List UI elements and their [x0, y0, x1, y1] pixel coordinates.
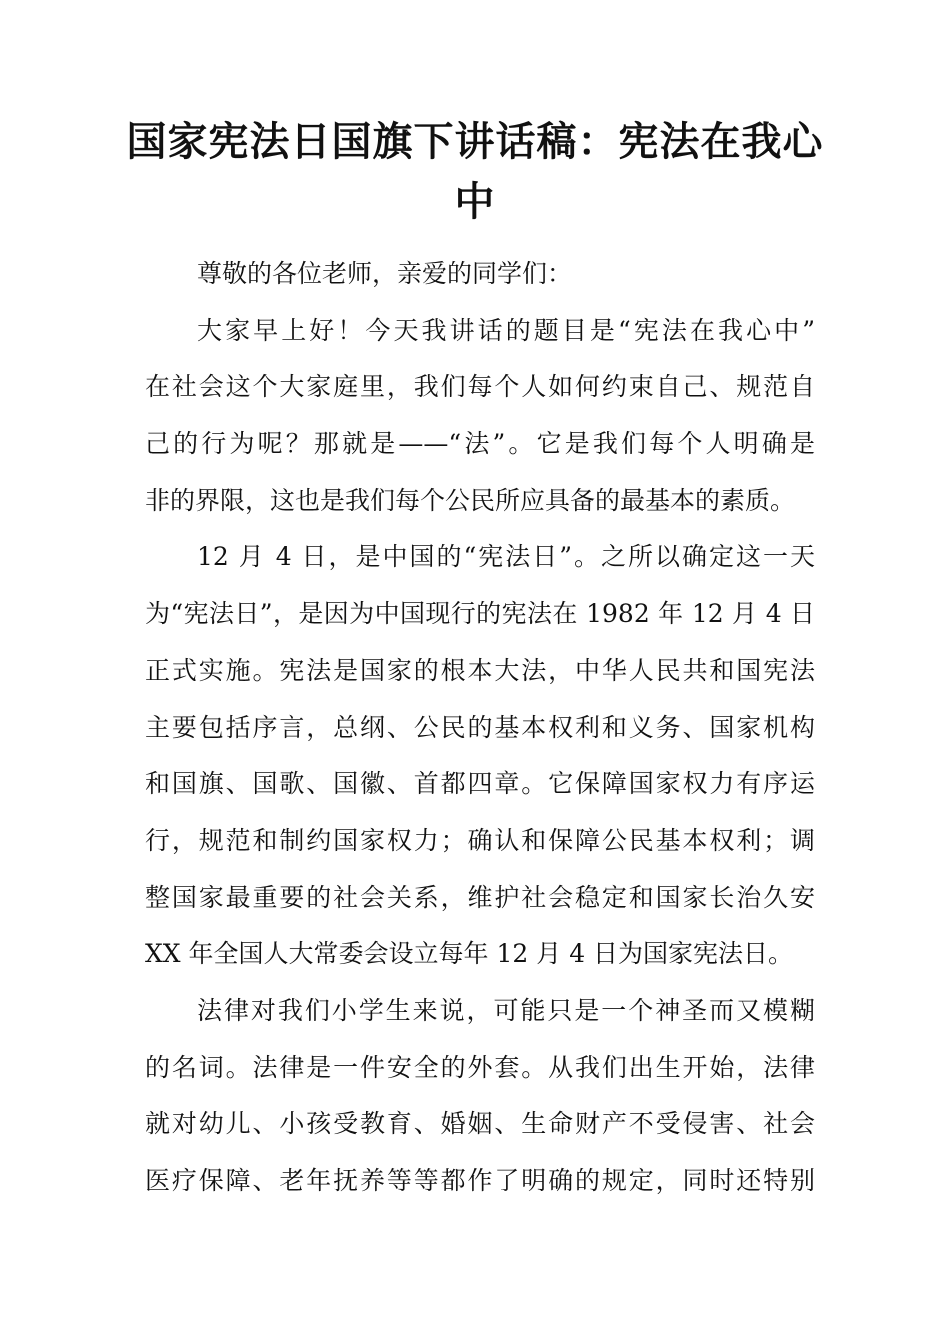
title-line-1: 国家宪法日国旗下讲话稿：宪法在我心: [126, 119, 824, 165]
text-line: 行，规范和制约国家权力；确认和保障公民基本权利；调: [145, 825, 815, 855]
document-title: [120, 112, 830, 232]
text-line: 尊敬的各位老师，亲爱的同学们：: [197, 259, 573, 288]
text-line: 己的行为呢？那就是——“法”。它是我们每个人明确是: [145, 429, 815, 459]
text-line: 就对幼儿、小孩受教育、婚姻、生命财产不受侵害、社会: [145, 1109, 815, 1139]
text-line: 主要包括序言，总纲、公民的基本权利和义务、国家机构: [145, 712, 815, 742]
text-line: 非的界限，这也是我们每个公民所应具备的最基本的素质。: [145, 485, 796, 515]
text-line: 在社会这个大家庭里，我们每个人如何约束自己、规范自: [145, 372, 815, 402]
text-line: 和国旗、国歌、国徽、首都四章。它保障国家权力有序运: [145, 769, 815, 799]
text-line: 医疗保障、老年抚养等等都作了明确的规定，同时还特别: [145, 1166, 815, 1195]
text-line: 正式实施。宪法是国家的根本大法，中华人民共和国宪法: [145, 655, 815, 685]
text-line: 大家早上好！今天我讲话的题目是“宪法在我心中”: [197, 315, 815, 345]
text-line: XX 年全国人大常委会设立每年 12 月 4 日为国家宪法日。: [145, 939, 794, 969]
text-line: 法律对我们小学生来说，可能只是一个神圣而又模糊: [197, 995, 815, 1025]
title-line-2: 中: [454, 179, 496, 225]
text-line: 12 月 4 日，是中国的“宪法日”。之所以确定这一天: [197, 542, 815, 572]
document-body: [145, 246, 815, 1210]
text-line: 整国家最重要的社会关系，维护社会稳定和国家长治久安: [145, 882, 815, 912]
text-line: 的名词。法律是一件安全的外套。从我们出生开始，法律: [145, 1052, 815, 1082]
text-line: 为“宪法日”，是因为中国现行的宪法在 1982 年 12 月 4 日: [145, 599, 815, 629]
